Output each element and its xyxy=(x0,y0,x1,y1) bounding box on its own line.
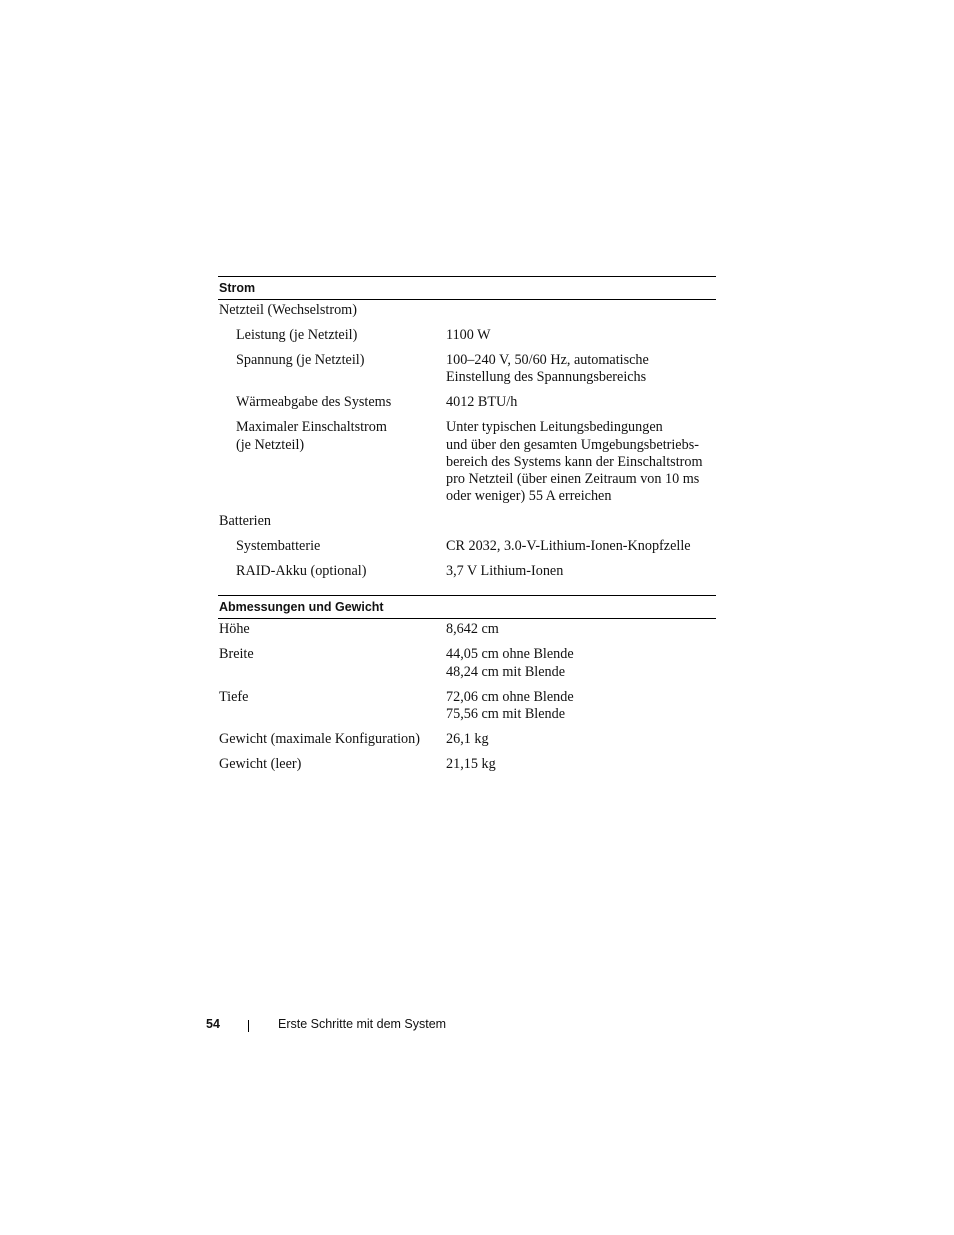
spec-value xyxy=(446,563,716,580)
spec-row-waermeabgabe xyxy=(218,392,716,417)
spec-row-gewicht-max xyxy=(218,729,716,754)
spec-value xyxy=(446,538,716,555)
section-strom xyxy=(218,276,716,586)
spec-row-batterien xyxy=(218,511,716,536)
spec-label-line: Spannung (je Netzteil) xyxy=(236,351,365,368)
spec-row-netzteil xyxy=(218,300,716,325)
spec-value xyxy=(446,646,716,681)
spec-row-leistung xyxy=(218,325,716,350)
spec-value-line: pro Netzteil (über einen Zeitraum von 10 ms xyxy=(446,471,700,488)
section-title: Strom xyxy=(218,276,716,300)
spec-label-line: Breite xyxy=(219,646,254,663)
spec-row-tiefe xyxy=(218,687,716,729)
spec-label-line: Wärmeabgabe des Systems xyxy=(236,394,392,411)
spec-label-line: RAID-Akku (optional) xyxy=(236,563,367,580)
spec-label xyxy=(218,352,446,387)
spec-row-hoehe xyxy=(218,619,716,644)
spec-label xyxy=(218,756,446,773)
spec-value-line: Einstellung des Spannungsbereichs xyxy=(446,369,647,386)
spec-label xyxy=(218,394,446,411)
spec-label xyxy=(218,563,446,580)
footer-chapter-title: Erste Schritte mit dem System xyxy=(278,1017,447,1031)
spec-row-systembatterie xyxy=(218,536,716,561)
spec-label-line: Höhe xyxy=(219,621,250,638)
spec-label-line: Batterien xyxy=(219,513,271,530)
spec-value-line: 48,24 cm mit Blende xyxy=(446,663,566,680)
spec-value-line: 21,15 kg xyxy=(446,755,496,772)
spec-value-line: oder weniger) 55 A erreichen xyxy=(446,488,612,505)
section-title: Abmessungen und Gewicht xyxy=(218,595,716,619)
spec-value xyxy=(446,689,716,724)
spec-row-breite xyxy=(218,644,716,686)
spec-value-line: 72,06 cm ohne Blende xyxy=(446,688,574,705)
spec-value-line: 44,05 cm ohne Blende xyxy=(446,646,574,663)
spec-value-line: bereich des Systems kann der Einschaltstrom xyxy=(446,453,703,470)
spec-label-line: Gewicht (leer) xyxy=(219,755,302,772)
spec-label xyxy=(218,302,446,319)
spec-value xyxy=(446,756,716,773)
section-rows xyxy=(218,619,716,779)
footer-divider xyxy=(248,1020,249,1032)
spec-value-line: CR 2032, 3.0-V-Lithium-Ionen-Knopfzelle xyxy=(446,538,691,555)
spec-value xyxy=(446,621,716,638)
spec-label xyxy=(218,731,446,748)
spec-row-einschaltstrom xyxy=(218,417,716,511)
spec-label-line: Maximaler Einschaltstrom xyxy=(236,419,387,436)
spec-value-line: 3,7 V Lithium-Ionen xyxy=(446,563,564,580)
spec-label xyxy=(218,419,446,505)
spec-label-line: Gewicht (maximale Konfiguration) xyxy=(219,730,420,747)
spec-label xyxy=(218,513,446,530)
spec-label-line: Leistung (je Netzteil) xyxy=(236,326,358,343)
spec-row-spannung xyxy=(218,350,716,392)
spec-label xyxy=(218,538,446,555)
spec-value xyxy=(446,327,716,344)
spec-row-gewicht-leer xyxy=(218,754,716,779)
spec-row-raid-akku xyxy=(218,561,716,586)
spec-value xyxy=(446,419,716,505)
spec-label-line: Netzteil (Wechselstrom) xyxy=(219,302,357,318)
spec-value-line: 75,56 cm mit Blende xyxy=(446,705,566,722)
spec-value-line: 4012 BTU/h xyxy=(446,394,518,411)
spec-value-line: und über den gesamten Umgebungsbetriebs- xyxy=(446,436,699,453)
spec-value-line: 26,1 kg xyxy=(446,730,489,747)
spec-value xyxy=(446,731,716,748)
spec-label xyxy=(218,646,446,681)
spec-value-line: 100–240 V, 50/60 Hz, automatische xyxy=(446,351,649,368)
spec-label xyxy=(218,689,446,724)
spec-value xyxy=(446,394,716,411)
specifications-table xyxy=(218,276,716,779)
spec-value-line: 8,642 cm xyxy=(446,621,499,638)
spec-label-line: Systembatterie xyxy=(236,538,321,555)
spec-value xyxy=(446,352,716,387)
spec-label xyxy=(218,327,446,344)
spec-label-line: (je Netzteil) xyxy=(236,436,305,453)
spec-label xyxy=(218,621,446,638)
section-abmessungen xyxy=(218,595,716,779)
spec-value-line: Unter typischen Leitungsbedingungen xyxy=(446,419,663,436)
spec-label-line: Tiefe xyxy=(219,688,249,705)
spec-value xyxy=(446,302,716,319)
page-number: 54 xyxy=(206,1017,220,1031)
spec-value xyxy=(446,513,716,530)
spec-value-line: 1100 W xyxy=(446,326,491,343)
section-rows xyxy=(218,300,716,586)
